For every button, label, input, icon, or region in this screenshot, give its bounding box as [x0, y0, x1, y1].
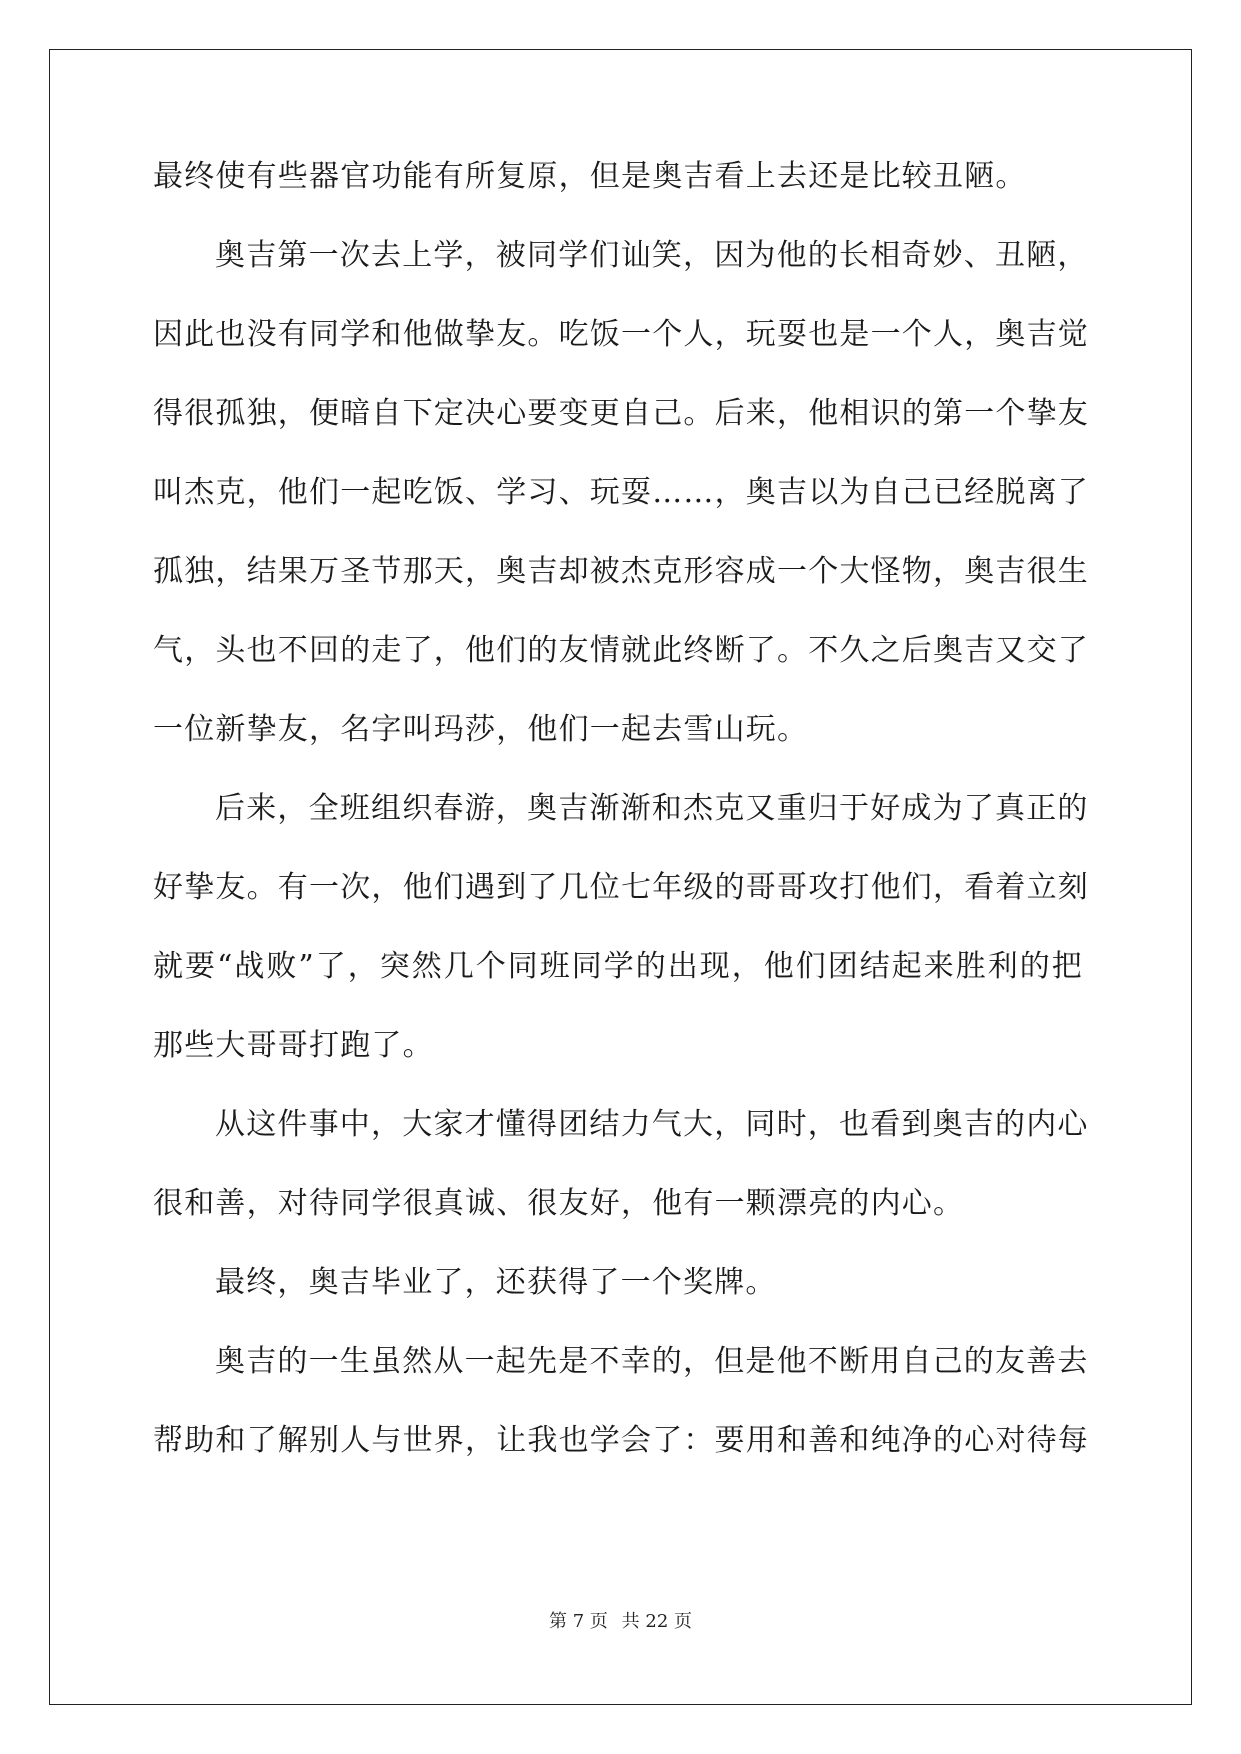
paragraph-first-line: 后来，全班组织春游，奥吉渐渐和杰克又重归于好成为了真正的 [215, 791, 1089, 826]
text-line: 就要“战败”了，突然几个同班同学的出现，他们团结起来胜利的把 [153, 949, 1083, 984]
paragraph-first-line: 奥吉第一次去上学，被同学们讪笑，因为他的长相奇妙、丑陋， [215, 238, 1089, 273]
text-line: 很和善，对待同学很真诚、很友好，他有一颗漂亮的内心。 [153, 1186, 965, 1221]
text-line: 气，头也不回的走了，他们的友情就此终断了。不久之后奥吉又交了 [153, 633, 1089, 668]
text-line: 得很孤独，便暗自下定决心要变更自己。后来，他相识的第一个挚友 [153, 396, 1089, 431]
text-line: 好挚友。有一次，他们遇到了几位七年级的哥哥攻打他们，看着立刻 [153, 870, 1089, 905]
text-line: 帮助和了解别人与世界，让我也学会了：要用和善和纯净的心对待每 [153, 1423, 1089, 1458]
text-line: 叫杰克，他们一起吃饭、学习、玩耍……，奥吉以为自己已经脱离了 [153, 475, 1089, 510]
paragraph-first-line: 最终，奥吉毕业了，还获得了一个奖牌。 [215, 1265, 777, 1300]
paragraph-first-line: 奥吉的一生虽然从一起先是不幸的，但是他不断用自己的友善去 [215, 1344, 1089, 1379]
text-line: 因此也没有同学和他做挚友。吃饭一个人，玩耍也是一个人，奥吉觉 [153, 317, 1089, 352]
page-number: 第 7 页 [549, 1611, 608, 1632]
text-line: 孤独，结果万圣节那天，奥吉却被杰克形容成一个大怪物，奥吉很生 [153, 554, 1089, 589]
text-line: 最终使有些器官功能有所复原，但是奥吉看上去还是比较丑陋。 [153, 159, 1027, 194]
text-line: 那些大哥哥打跑了。 [153, 1028, 434, 1063]
paragraph-first-line: 从这件事中，大家才懂得团结力气大，同时，也看到奥吉的内心 [215, 1107, 1089, 1142]
page-footer [0, 1610, 1241, 1634]
document-body [153, 157, 1089, 1500]
text-line: 一位新挚友，名字叫玛莎，他们一起去雪山玩。 [153, 712, 809, 747]
page-total: 共 22 页 [621, 1611, 692, 1632]
